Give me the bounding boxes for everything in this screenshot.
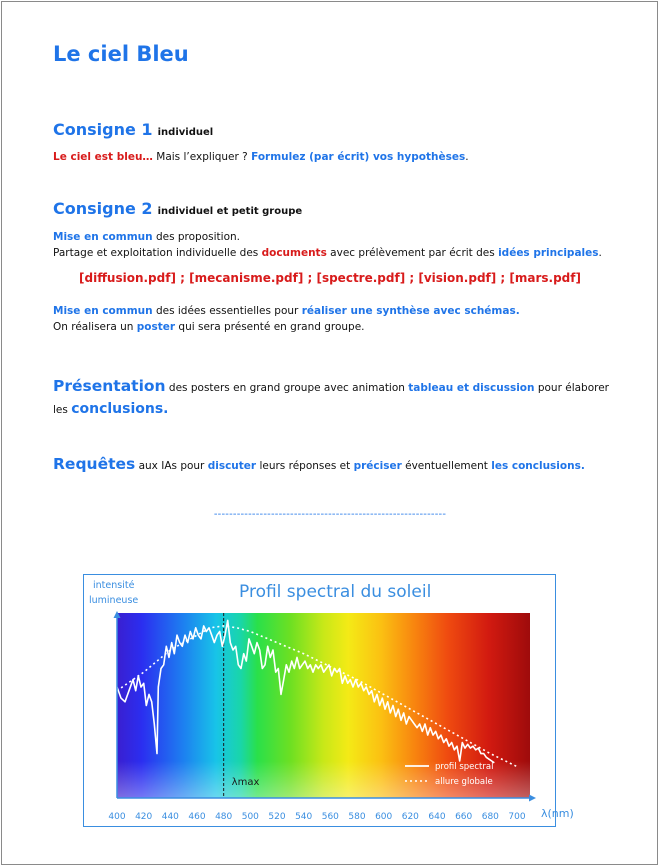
y-axis-label-line-2: lumineuse <box>89 595 139 606</box>
consigne-1-tag: individuel <box>157 127 214 138</box>
consigne-2-line-3 <box>53 305 520 317</box>
emphasis-text: discuter <box>207 460 257 472</box>
page-title: Le ciel Bleu <box>53 42 189 66</box>
x-tick-label: 660 <box>455 812 473 822</box>
x-tick-label: 640 <box>428 812 446 822</box>
emphasis-text: Mise en commun <box>53 305 153 317</box>
consigne-2-label: Consigne 2 <box>53 199 153 218</box>
x-tick-labels <box>108 812 525 822</box>
plain-text: . <box>465 151 469 163</box>
plain-text: les <box>53 404 72 416</box>
plain-text: Mais l’expliquer ? <box>152 151 252 163</box>
plain-text: qui sera présenté en grand groupe. <box>175 321 365 333</box>
emphasis-text: réaliser une synthèse avec schémas. <box>301 305 520 317</box>
x-tick-label: 400 <box>108 812 126 822</box>
y-axis-label-line-1: intensité <box>93 580 135 591</box>
conclusions-heading: conclusions. <box>71 401 169 417</box>
plain-text: On réalisera un <box>53 321 137 333</box>
x-tick-label: 440 <box>161 812 179 822</box>
emphasis-text: documents <box>261 247 327 259</box>
x-axis-arrow <box>529 795 536 802</box>
plain-text: . <box>598 247 602 259</box>
emphasis-text: idées principales <box>498 247 599 259</box>
x-tick-label: 600 <box>375 812 393 822</box>
x-tick-label: 500 <box>241 812 259 822</box>
x-tick-label: 560 <box>321 812 339 822</box>
requetes-heading: Requêtes <box>53 455 136 473</box>
emphasis-text: Mise en commun <box>53 231 153 243</box>
spectrum-chart-frame <box>83 574 574 827</box>
legend-label-global: allure globale <box>435 777 493 787</box>
plain-text: pour élaborer <box>534 382 609 394</box>
plain-text: leurs réponses et <box>256 460 354 472</box>
consigne-2-line-2 <box>53 247 602 259</box>
x-tick-label: 620 <box>401 812 419 822</box>
plain-text: des idées essentielles pour <box>152 305 302 317</box>
x-tick-label: 700 <box>508 812 526 822</box>
x-tick-label: 520 <box>268 812 286 822</box>
requetes-line <box>53 455 585 473</box>
spectrum-chart <box>84 575 574 828</box>
legend-label-spectral: profil spectral <box>435 762 494 772</box>
plain-text: aux IAs pour <box>135 460 208 472</box>
emphasis-text: Le ciel est bleu… <box>53 151 153 163</box>
consigne-2-tag: individuel et petit groupe <box>157 206 303 217</box>
plain-text: des posters en grand groupe avec animation <box>165 382 409 394</box>
emphasis-text: Formulez (par écrit) vos hypothèses <box>251 151 466 163</box>
consigne-1-label: Consigne 1 <box>53 120 153 139</box>
emphasis-text: préciser <box>353 460 402 472</box>
plain-text: éventuellement <box>401 460 492 472</box>
x-tick-label: 540 <box>295 812 313 822</box>
emphasis-text: poster <box>136 321 176 333</box>
x-axis-label: λ(nm) <box>541 807 574 820</box>
lambda-max-label: λmax <box>231 777 260 788</box>
consigne-1-heading <box>53 120 213 139</box>
x-tick-label: 580 <box>348 812 366 822</box>
emphasis-text: tableau et discussion <box>408 382 535 394</box>
consigne-2-heading <box>53 199 302 218</box>
chart-title: Profil spectral du soleil <box>239 582 432 602</box>
consigne-1-text <box>53 151 469 163</box>
x-tick-label: 460 <box>188 812 206 822</box>
plain-text: avec prélèvement par écrit des <box>326 247 499 259</box>
presentation-line-2 <box>53 401 169 417</box>
x-tick-label: 680 <box>481 812 499 822</box>
document-links[interactable]: [diffusion.pdf] ; [mecanisme.pdf] ; [spectre.pdf] ; [vision.pdf] ; [mars.pdf] <box>79 271 581 285</box>
plain-text: des proposition. <box>152 231 240 243</box>
x-tick-label: 480 <box>215 812 233 822</box>
separator-line: ------------------------------------------------------------- <box>213 509 447 520</box>
consigne-2-line-4 <box>53 321 365 333</box>
presentation-heading: Présentation <box>53 377 166 395</box>
x-tick-label: 420 <box>135 812 153 822</box>
consigne-2-line-1 <box>53 231 240 243</box>
presentation-line-1 <box>53 377 609 395</box>
plain-text: Partage et exploitation individuelle des <box>53 247 262 259</box>
emphasis-text: les conclusions. <box>491 460 585 472</box>
